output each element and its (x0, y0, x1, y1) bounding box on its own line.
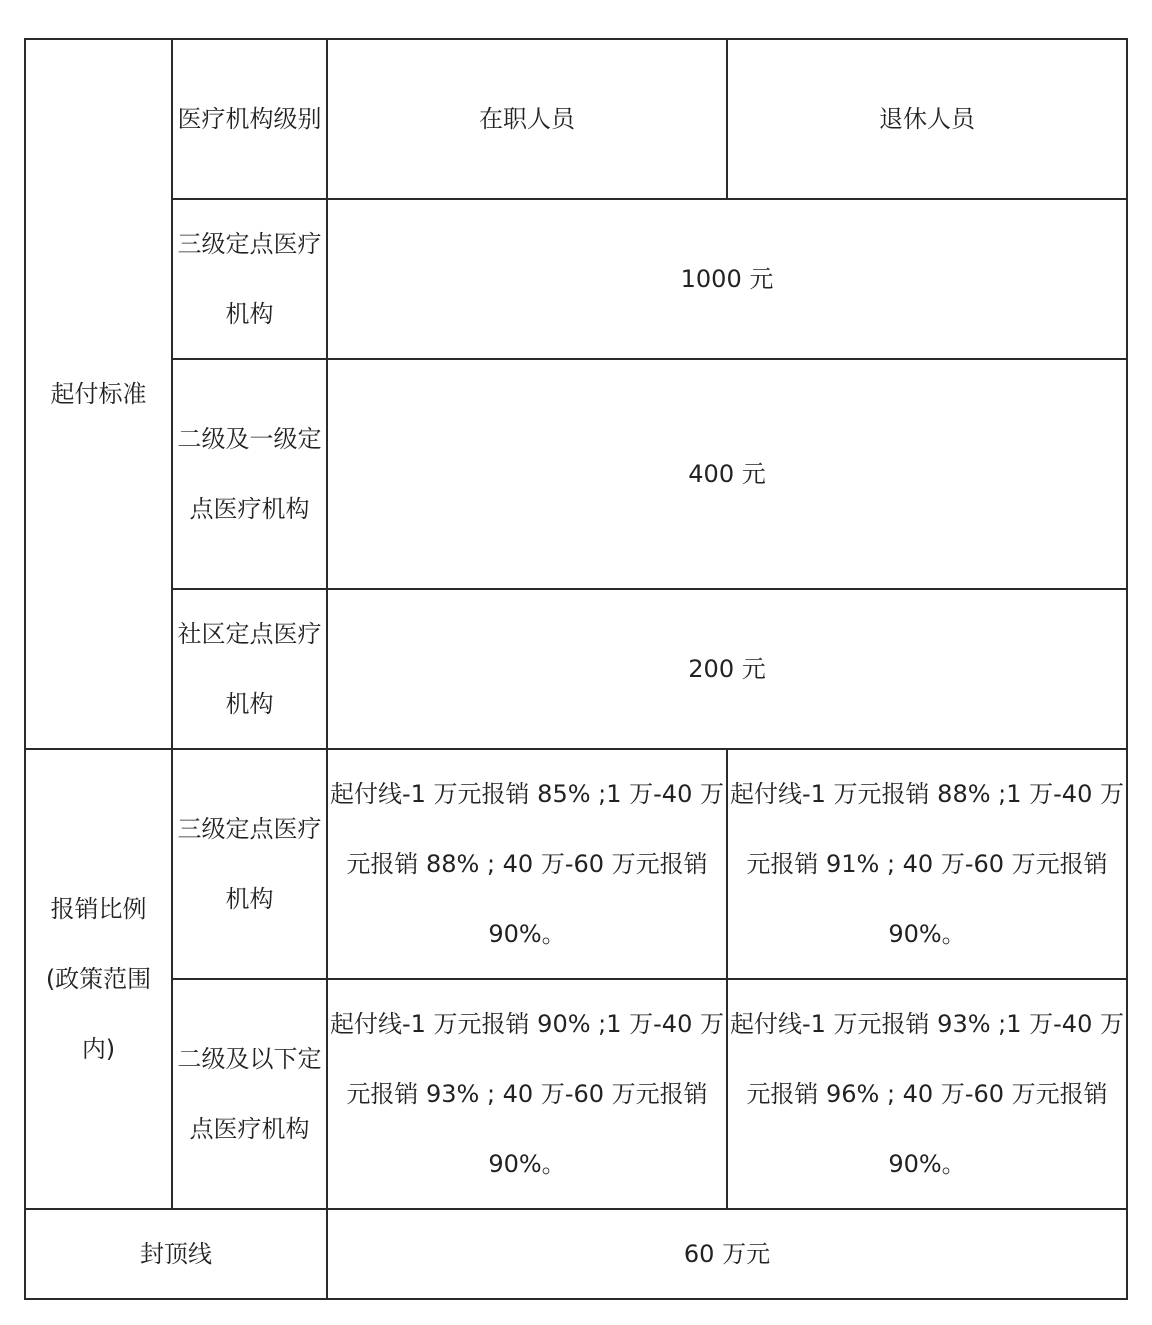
deductible-category-label: 起付标准 (50, 380, 147, 408)
reimbursement-retired-text: 起付线-1 万元报销 93% ;1 万-40 万元报销 96% ; 40 万-60 万元报销 90%。 (730, 1010, 1124, 1178)
deductible-level-label: 社区定点医疗机构 (177, 620, 322, 718)
deductible-value: 400 元 (688, 460, 766, 488)
deductible-level-label: 三级定点医疗机构 (177, 230, 322, 328)
reimbursement-retired-text: 起付线-1 万元报销 88% ;1 万-40 万元报销 91% ; 40 万-60 万元报销 90%。 (730, 780, 1124, 948)
deductible-value-cell (327, 359, 1127, 589)
reimbursement-level-label: 三级定点医疗机构 (177, 815, 322, 913)
reimbursement-row (25, 749, 1127, 979)
cap-value-cell (327, 1209, 1127, 1299)
reimbursement-category-label: 报销比例(政策范围内) (45, 895, 152, 1063)
reimbursement-level-cell (172, 979, 327, 1209)
deductible-value-cell (327, 589, 1127, 749)
header-row (25, 39, 1127, 199)
medical-insurance-policy-table (24, 38, 1128, 1300)
reimbursement-employed-cell (327, 749, 727, 979)
deductible-value: 1000 元 (680, 265, 774, 293)
reimbursement-retired-cell (727, 979, 1127, 1209)
reimbursement-row (25, 979, 1127, 1209)
deductible-level-cell (172, 589, 327, 749)
reimbursement-employed-text: 起付线-1 万元报销 85% ;1 万-40 万元报销 88% ; 40 万-60 万元报销 90%。 (330, 780, 724, 948)
deductible-row (25, 359, 1127, 589)
deductible-level-cell (172, 359, 327, 589)
level-header-cell (172, 39, 327, 199)
deductible-row (25, 589, 1127, 749)
reimbursement-employed-text: 起付线-1 万元报销 90% ;1 万-40 万元报销 93% ; 40 万-60 万元报销 90%。 (330, 1010, 724, 1178)
level-header-label: 医疗机构级别 (177, 105, 322, 133)
cap-label: 封顶线 (140, 1240, 212, 1268)
deductible-level-label: 二级及一级定点医疗机构 (177, 425, 322, 523)
reimbursement-level-label: 二级及以下定点医疗机构 (177, 1045, 322, 1143)
deductible-value: 200 元 (688, 655, 766, 683)
cap-row (25, 1209, 1127, 1299)
reimbursement-level-cell (172, 749, 327, 979)
retired-header-cell (727, 39, 1127, 199)
employed-header-cell (327, 39, 727, 199)
deductible-value-cell (327, 199, 1127, 359)
reimbursement-category-cell (25, 749, 172, 1209)
retired-header-label: 退休人员 (879, 105, 975, 133)
cap-label-cell (25, 1209, 327, 1299)
employed-header-label: 在职人员 (479, 105, 575, 133)
cap-value: 60 万元 (683, 1240, 771, 1268)
deductible-level-cell (172, 199, 327, 359)
deductible-row (25, 199, 1127, 359)
deductible-category-cell (25, 39, 172, 749)
reimbursement-employed-cell (327, 979, 727, 1209)
reimbursement-retired-cell (727, 749, 1127, 979)
